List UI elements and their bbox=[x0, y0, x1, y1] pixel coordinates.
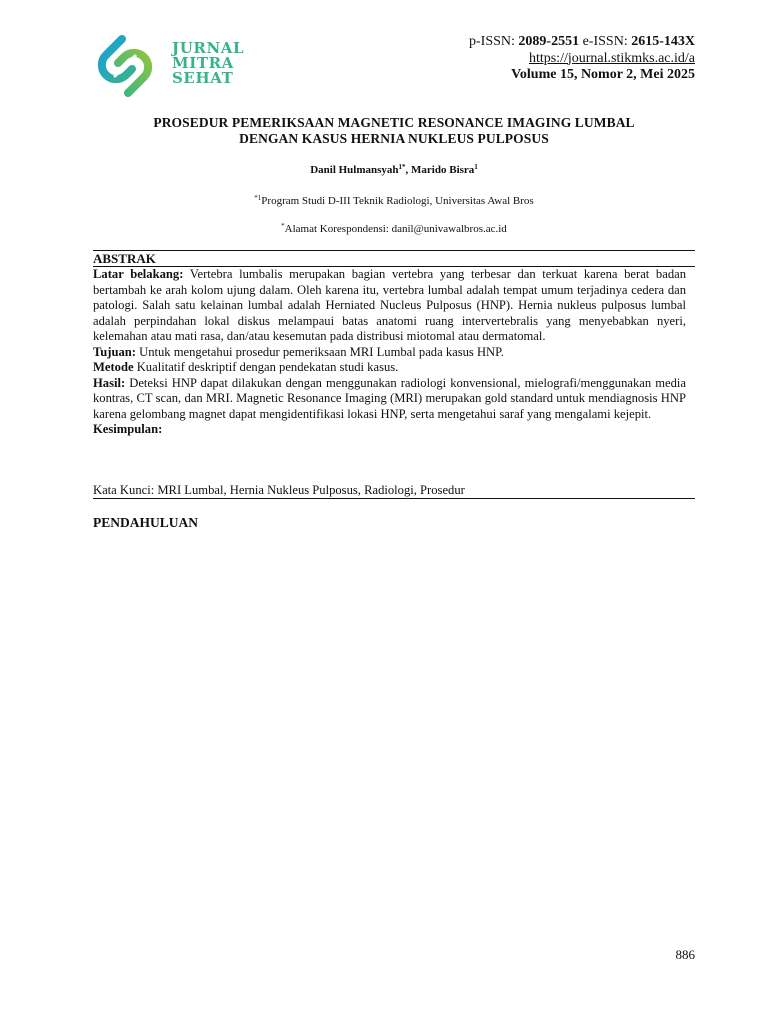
author-1: Danil Hulmansyah bbox=[310, 164, 399, 176]
logo-line-2: MITRA bbox=[172, 54, 234, 72]
method-label: Metode bbox=[93, 360, 134, 374]
author-1-sup: 1* bbox=[398, 163, 406, 171]
pissn-label: p-ISSN: bbox=[469, 34, 519, 49]
correspondence bbox=[93, 222, 695, 236]
author-list bbox=[93, 163, 695, 177]
abstract-background bbox=[93, 267, 686, 345]
author-separator: , bbox=[405, 164, 412, 176]
background-label: Latar belakang: bbox=[93, 267, 184, 281]
eissn-label: e-ISSN: bbox=[579, 34, 632, 49]
keywords-bottom-rule bbox=[93, 498, 695, 499]
abstract-heading: ABSTRAK bbox=[93, 251, 156, 266]
journal-logo bbox=[92, 33, 262, 99]
volume-info: Volume 15, Nomor 2, Mei 2025 bbox=[511, 67, 695, 82]
issn-line bbox=[469, 34, 695, 51]
aim-label: Tujuan: bbox=[93, 344, 136, 359]
affiliation bbox=[93, 194, 695, 208]
affiliation-text: Program Studi D-III Teknik Radiologi, Universitas Awal Bros bbox=[261, 195, 534, 207]
conclusion-label: Kesimpulan: bbox=[93, 422, 163, 436]
abstract-method bbox=[93, 360, 686, 376]
correspondence-text: Alamat Korespondensi: danil@univawalbros.ac.id bbox=[284, 223, 507, 235]
abstract-body bbox=[93, 267, 686, 438]
abstract-aim bbox=[93, 345, 686, 361]
title-line-1: PROSEDUR PEMERIKSAAN MAGNETIC RESONANCE IMAGING LUMBAL bbox=[153, 115, 635, 130]
author-2: Marido Bisra bbox=[411, 164, 475, 176]
logo-line-3: SEHAT bbox=[172, 69, 234, 87]
author-2-sup: 1 bbox=[474, 163, 478, 171]
title-line-2: DENGAN KASUS HERNIA NUKLEUS PULPOSUS bbox=[239, 131, 549, 146]
journal-logo-icon bbox=[92, 33, 158, 99]
method-text: Kualitatif deskriptif dengan pendekatan studi kasus. bbox=[133, 360, 399, 374]
eissn-value: 2615-143X bbox=[631, 34, 695, 49]
pissn-value: 2089-2551 bbox=[518, 34, 580, 49]
section-heading-introduction: PENDAHULUAN bbox=[93, 515, 199, 530]
paper-title bbox=[93, 115, 695, 147]
abstract-result bbox=[93, 376, 686, 423]
result-text: Deteksi HNP dapat dilakukan dengan menggunakan radiologi konvensional, mielografi/menggunakan media kontras, CT scan, dan MRI. Magnetic Resonance Imaging (MRI) merupakan gold standard untuk mendiagnosis HNP karena gelombang magnet dapat mengidentifikasi lokasi HNP, serta mengetahui saraf yang mengalami kejepit. bbox=[93, 375, 686, 421]
affiliation-sup: *1 bbox=[254, 194, 262, 202]
aim-text: Untuk mengetahui prosedur pemeriksaan MRI Lumbal pada kasus HNP. bbox=[135, 344, 504, 359]
logo-line-1: JURNAL bbox=[172, 39, 245, 57]
journal-url-link[interactable]: https://journal.stikmks.ac.id/a bbox=[528, 50, 695, 66]
result-label: Hasil: bbox=[93, 375, 126, 390]
keywords: Kata Kunci: MRI Lumbal, Hernia Nukleus Pulposus, Radiologi, Prosedur bbox=[93, 483, 465, 497]
journal-logo-text bbox=[172, 41, 244, 86]
correspondence-sup: * bbox=[281, 222, 285, 230]
abstract-top-rule bbox=[93, 250, 695, 251]
page-number: 886 bbox=[675, 947, 695, 962]
abstract-conclusion bbox=[93, 422, 686, 438]
background-text: Vertebra lumbalis merupakan bagian vertebra yang terbesar dan terkuat karena berat badan bertambah ke arah kolom ujung dalam. Oleh karena itu, vertebra lumbal adalah tempat umum terjadinya cedera dan patologi. Salah satu kelainan lumbal adalah Herniated Nucleus Pulposus (HNP). Hernia nukleus pulposus lumbal adalah perpindahan lokal diskus melampaui batas anatomi ruang intervertebralis yang menyebabkan nyeri, kelemahan atau mati rasa, dan/atau kesemutan pada distribusi miotomal atau dermatomal. bbox=[93, 267, 687, 343]
journal-header-info bbox=[469, 34, 695, 84]
